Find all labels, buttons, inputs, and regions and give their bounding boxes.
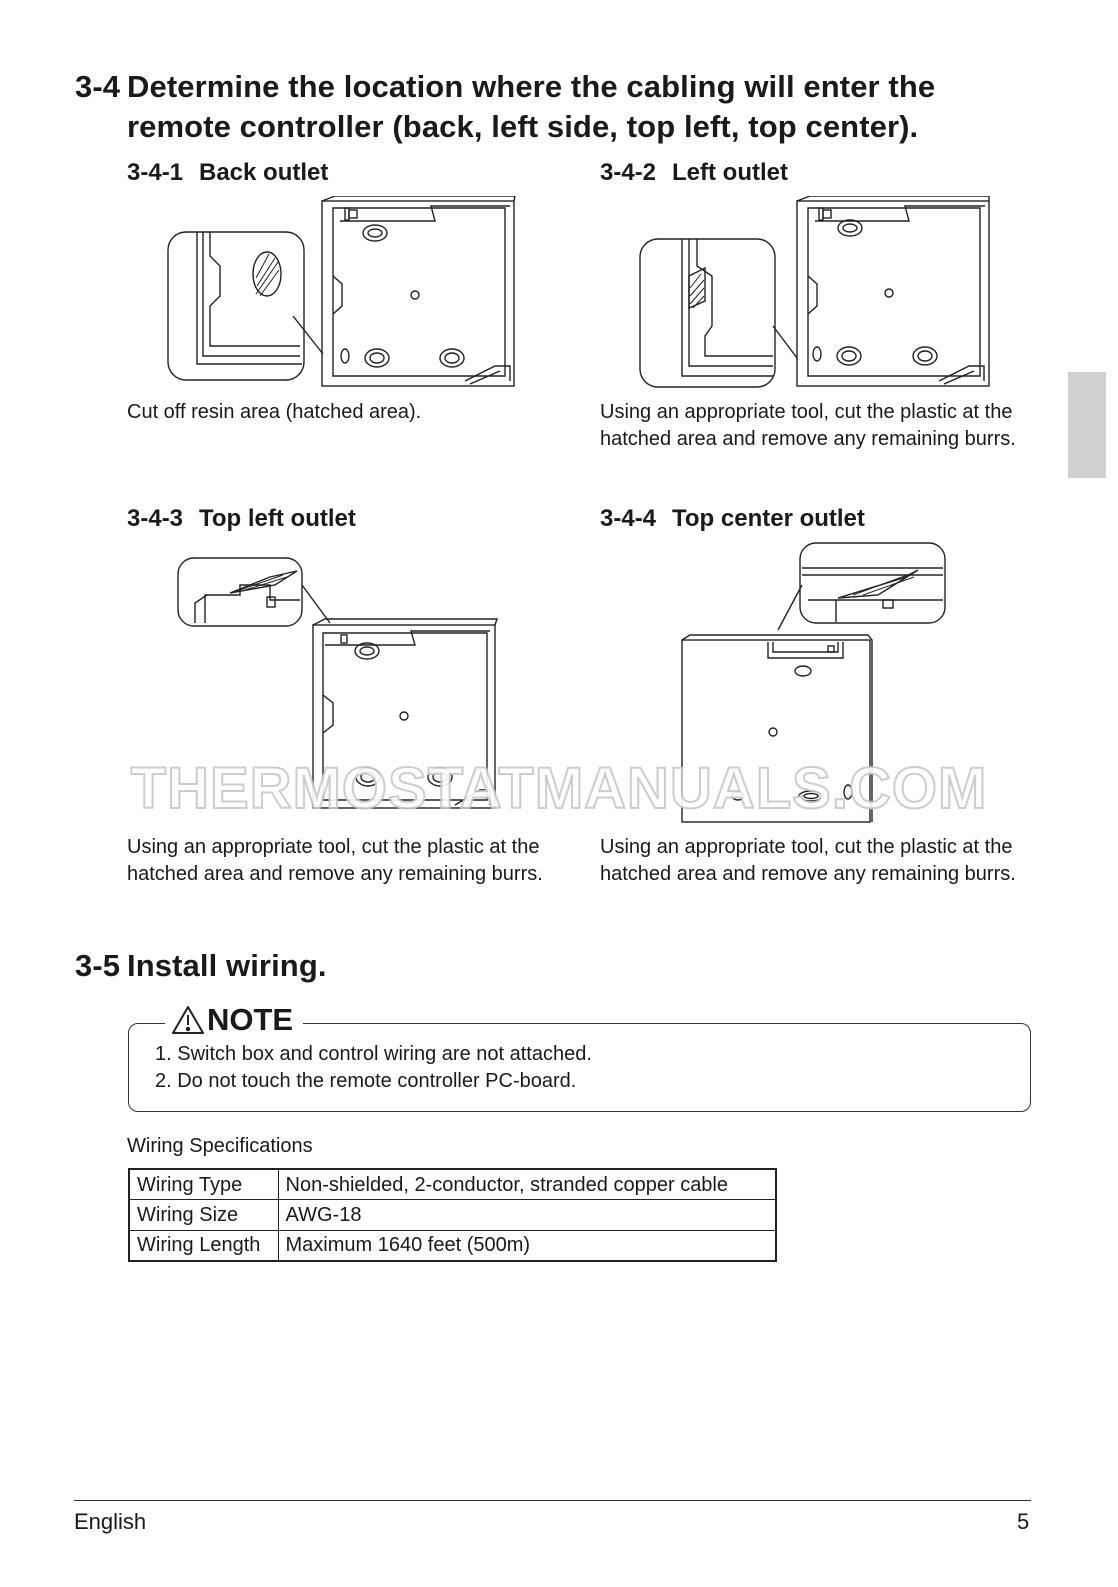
caption-top-left-outlet: Using an appropriate tool, cut the plastic at the hatched area and remove any remaining burrs. bbox=[127, 836, 543, 885]
table-row bbox=[129, 1200, 776, 1231]
section-number: 3-4 bbox=[75, 69, 121, 104]
subsection-number: 3-4-2 bbox=[600, 159, 657, 186]
subsection-title: Top left outlet bbox=[199, 505, 356, 532]
section-3-5-heading bbox=[75, 946, 675, 986]
subsection-title: Back outlet bbox=[199, 159, 329, 186]
side-tab bbox=[1068, 372, 1106, 478]
note-list bbox=[155, 1041, 592, 1094]
table-row bbox=[129, 1169, 776, 1200]
footer-divider bbox=[74, 1500, 1031, 1501]
subsection-title: Left outlet bbox=[672, 159, 788, 186]
table-cell-key: Wiring Size bbox=[129, 1200, 278, 1231]
note-item: 2. Do not touch the remote controller PC-board. bbox=[155, 1069, 577, 1092]
table-cell-value: Maximum 1640 feet (500m) bbox=[278, 1230, 776, 1261]
subsection-title: Top center outlet bbox=[672, 505, 865, 532]
subsection-heading-top-left-outlet bbox=[127, 504, 356, 534]
subsection-number: 3-4-4 bbox=[600, 505, 657, 532]
section-3-4-heading bbox=[75, 67, 1075, 147]
subsection-number: 3-4-1 bbox=[127, 159, 184, 186]
section-title-line1: Determine the location where the cabling will enter the bbox=[127, 69, 936, 104]
section-number: 3-5 bbox=[75, 948, 121, 983]
watermark: THERMOSTATMANUALS.COM bbox=[130, 756, 988, 821]
wiring-spec-label: Wiring Specifications bbox=[127, 1135, 313, 1157]
left-outlet-figure bbox=[637, 196, 997, 391]
subsection-heading-back-outlet bbox=[127, 158, 328, 188]
table-cell-key: Wiring Length bbox=[129, 1230, 278, 1261]
page-number: 5 bbox=[1017, 1509, 1030, 1534]
note-title-text: NOTE bbox=[207, 1002, 294, 1037]
table-cell-value: Non-shielded, 2-conductor, stranded copper cable bbox=[278, 1169, 776, 1200]
subsection-heading-top-center-outlet bbox=[600, 504, 865, 534]
subsection-heading-left-outlet bbox=[600, 158, 788, 188]
subsection-number: 3-4-3 bbox=[127, 505, 184, 532]
wiring-spec-table bbox=[128, 1168, 777, 1262]
section-title-line2: remote controller (back, left side, top left, top center). bbox=[127, 109, 919, 144]
note-item: 1. Switch box and control wiring are not attached. bbox=[155, 1043, 592, 1065]
section-title: Install wiring. bbox=[127, 948, 327, 983]
footer-language: English bbox=[74, 1509, 147, 1534]
caption-left-outlet: Using an appropriate tool, cut the plastic at the hatched area and remove any remaining burrs. bbox=[600, 401, 1016, 450]
caption-top-center-outlet: Using an appropriate tool, cut the plastic at the hatched area and remove any remaining burrs. bbox=[600, 836, 1016, 885]
table-cell-value: AWG-18 bbox=[278, 1200, 776, 1231]
note-title bbox=[165, 1001, 303, 1039]
back-outlet-figure bbox=[165, 196, 525, 391]
warning-triangle-icon bbox=[171, 1005, 205, 1035]
table-cell-key: Wiring Type bbox=[129, 1169, 278, 1200]
caption-back-outlet: Cut off resin area (hatched area). bbox=[127, 401, 422, 423]
table-row bbox=[129, 1230, 776, 1261]
